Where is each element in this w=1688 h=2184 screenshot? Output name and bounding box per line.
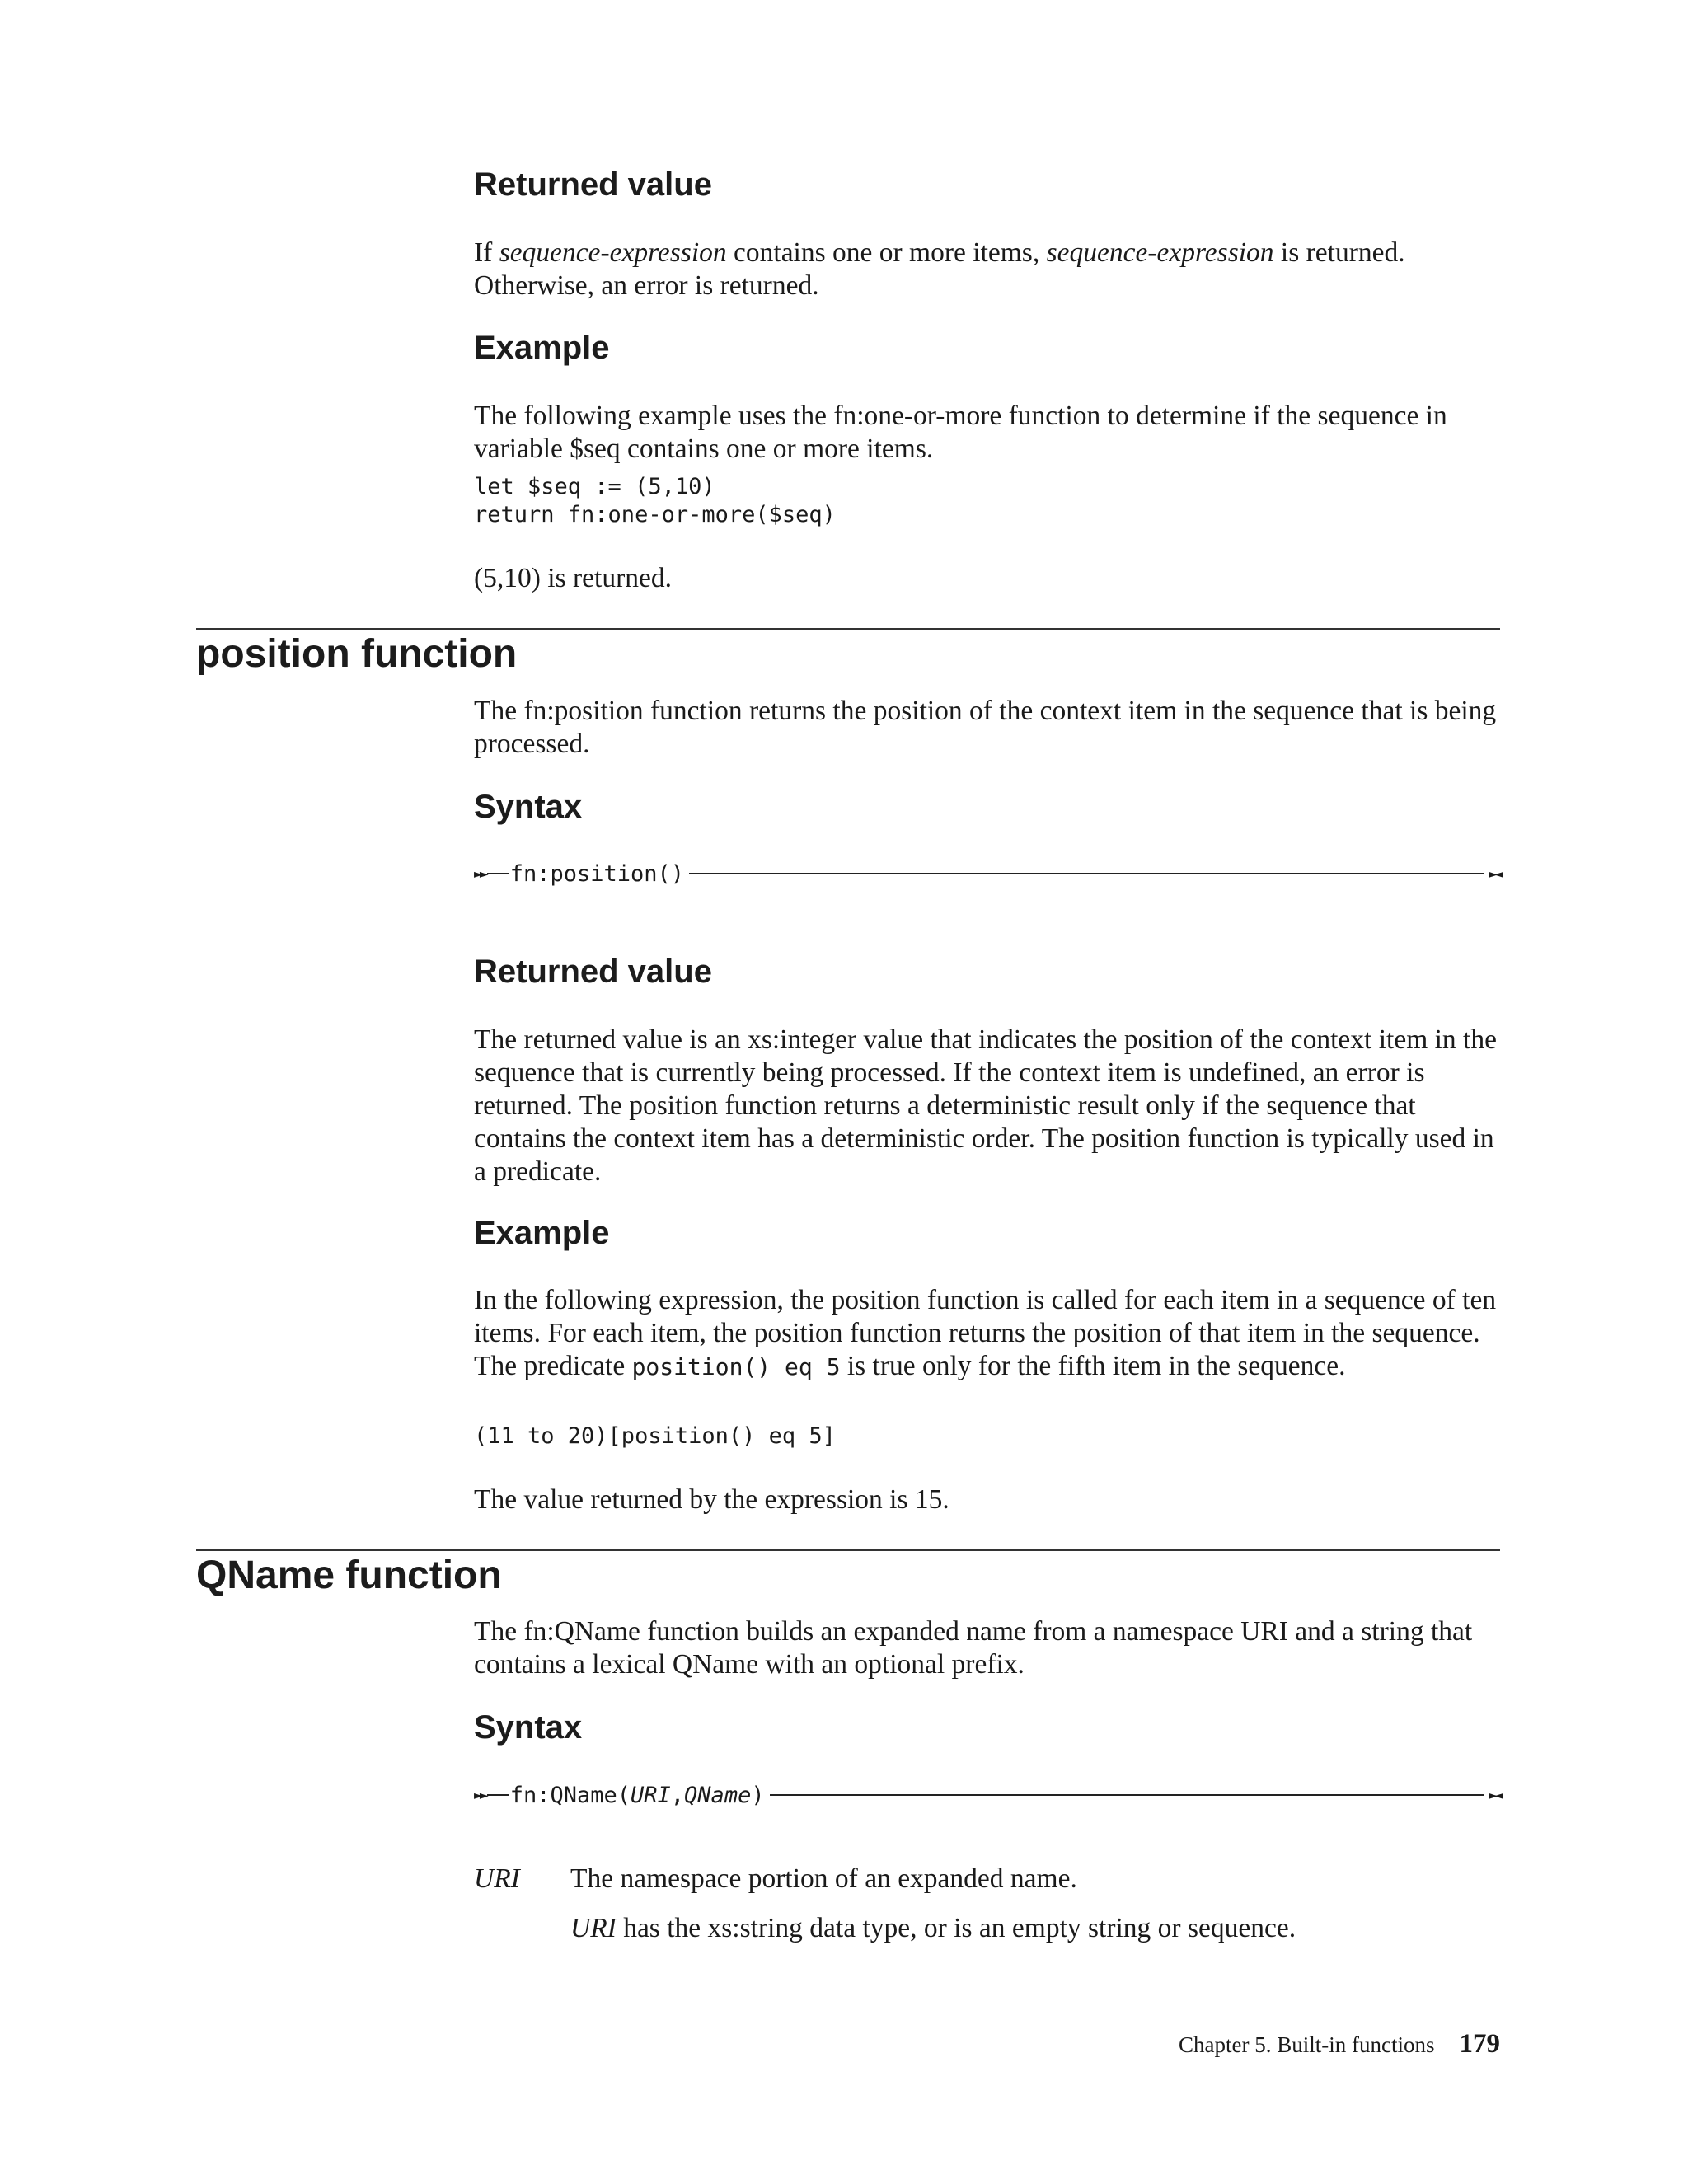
page-footer [1179, 2029, 1500, 2060]
qname-intro: The fn:QName function builds an expanded name from a namespace URI and a string that contains a lexical QName with an optional prefix. [474, 1616, 1473, 1680]
code-line: return fn:one-or-more($seq) [474, 502, 836, 527]
returned-value-heading: Returned value [474, 166, 712, 203]
syntax-line [487, 1794, 509, 1796]
text-run: is true only for the fifth item in the sequence. [840, 1351, 1346, 1381]
syntax-end-marker: ►◄ [1489, 865, 1500, 883]
text-run: is returned. Otherwise, an error is returned. [474, 237, 1405, 301]
page-number: 179 [1459, 2029, 1500, 2059]
text-run: has the xs:string data type, or is an empty string or sequence. [616, 1913, 1296, 1943]
syntax-param: URI [631, 1782, 671, 1808]
returned-value-heading: Returned value [474, 954, 712, 990]
syntax-diagram-qname [474, 1779, 1500, 1811]
syntax-token: , [670, 1782, 685, 1808]
parameter-definition [570, 1912, 1502, 1945]
syntax-line [770, 1794, 1484, 1796]
syntax-start-marker: ►► [474, 1786, 485, 1804]
section-divider [196, 628, 1500, 630]
syntax-text [510, 1783, 765, 1808]
syntax-diagram-position [474, 857, 1500, 890]
italic-term: sequence-expression [1046, 237, 1274, 268]
text-run: If [474, 237, 499, 268]
position-example-text [474, 1284, 1504, 1384]
example-heading: Example [474, 1215, 610, 1251]
text-run: contains one or more items, [726, 237, 1047, 268]
position-intro: The fn:position function returns the position of the context item in the sequence that is being processed. [474, 696, 1497, 759]
section-title-position: position function [196, 632, 518, 676]
position-example-result: The value returned by the expression is 15. [474, 1484, 950, 1515]
code-line: let $seq := (5,10) [474, 474, 715, 499]
syntax-text: fn:position() [509, 860, 685, 887]
syntax-start-marker: ►► [474, 865, 485, 883]
syntax-param: QName [684, 1782, 752, 1808]
example-text: The following example uses the fn:one-or-more function to determine if the sequence in variable $seq contains one or more items. [474, 401, 1447, 464]
code-example [474, 473, 836, 529]
syntax-line [689, 873, 1484, 874]
syntax-token: ) [751, 1782, 765, 1808]
section-divider [196, 1549, 1500, 1551]
syntax-token: fn:QName( [509, 1782, 631, 1808]
italic-term: sequence-expression [499, 237, 727, 268]
syntax-end-marker: ►◄ [1489, 1786, 1500, 1804]
text-run: In the following expression, the position function is called for each item in a sequence of ten items. For each item, the position function returns the position of that item in the sequence. The predicate [474, 1285, 1497, 1381]
syntax-heading: Syntax [474, 1709, 583, 1746]
code-example: (11 to 20)[position() eq 5] [474, 1423, 836, 1449]
parameter-term-uri: URI [474, 1863, 520, 1894]
syntax-line [487, 873, 509, 874]
section-title-qname: QName function [196, 1554, 502, 1597]
example-heading: Example [474, 330, 610, 366]
inline-code: position() eq 5 [631, 1353, 841, 1380]
chapter-label: Chapter 5. Built-in functions [1179, 2032, 1435, 2057]
position-returned-text: The returned value is an xs:integer value that indicates the position of the context item in the sequence that is currently being processed. If the context item is undefined, an error is returned. The position function returns a deterministic result only if the sequence that contains the context item has a deterministic order. The position function is typically used in a predicate. [474, 1024, 1497, 1187]
italic-term: URI [570, 1913, 617, 1943]
example-result: (5,10) is returned. [474, 563, 673, 593]
returned-value-text [474, 237, 1504, 302]
parameter-definition: The namespace portion of an expanded name. [570, 1863, 1077, 1894]
syntax-heading: Syntax [474, 789, 583, 825]
